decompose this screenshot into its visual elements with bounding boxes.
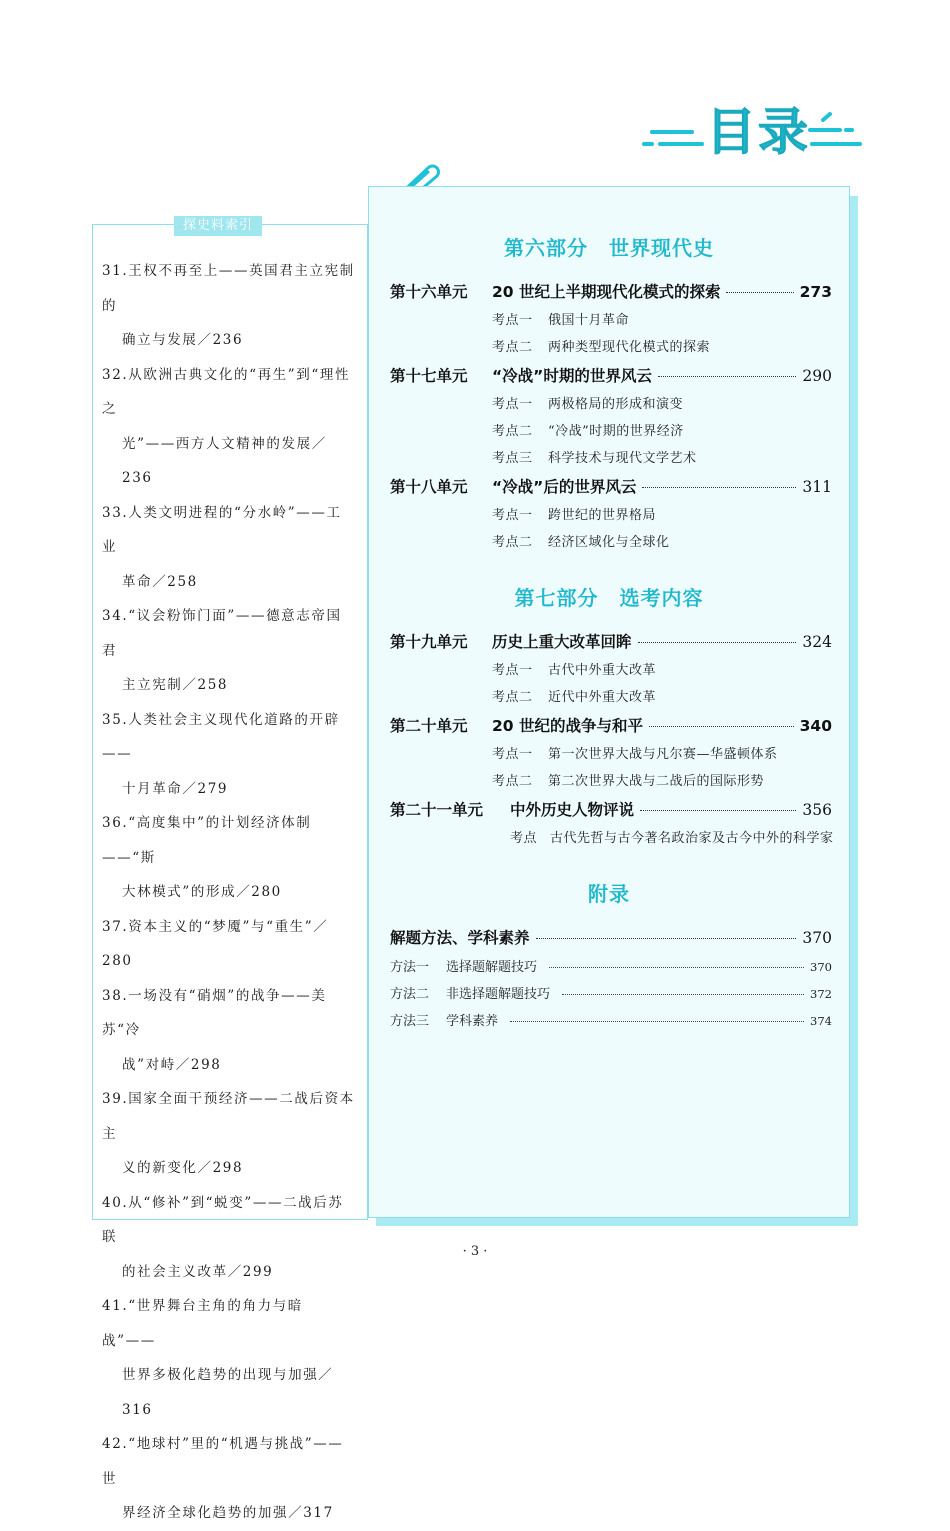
dot-leader	[658, 376, 797, 377]
topic-row: 考点一 第一次世界大战与凡尔赛—华盛顿体系	[492, 747, 778, 762]
list-item: 39.国家全面干预经济——二战后资本主 义的新变化／298	[102, 1091, 355, 1176]
page-number: · 3 ·	[462, 1244, 488, 1259]
topic-row: 考点二 经济区域化与全球化	[492, 535, 670, 550]
list-item: 42.“地球村”里的“机遇与挑战”——世 界经济全球化趋势的加强／317	[102, 1436, 344, 1521]
unit-21-row[interactable]: 第二十一单元 中外历史人物评说 356	[390, 801, 832, 819]
list-item: 35.人类社会主义现代化道路的开辟—— 十月革命／279	[102, 711, 340, 797]
topic-row: 考点二 第二次世界大战与二战后的国际形势	[492, 774, 765, 789]
part-six-heading: 第六部分 世界现代史	[504, 236, 714, 260]
unit-19-row[interactable]: 第十九单元 历史上重大改革回眸 324	[390, 633, 832, 651]
topic-row: 考点二 近代中外重大改革	[492, 690, 657, 705]
topic-row: 考点二 “冷战”时期的世界经济	[492, 424, 684, 439]
unit-18-row[interactable]: 第十八单元 “冷战”后的世界风云 311	[390, 478, 832, 496]
topic-row: 考点二 两种类型现代化模式的探索	[492, 340, 711, 355]
dot-leader	[640, 810, 796, 811]
method-row[interactable]: 方法一 选择题解题技巧 370	[390, 960, 832, 975]
dot-leader	[726, 292, 793, 293]
list-item: 36.“高度集中”的计划经济体制——“斯 大林模式”的形成／280	[102, 815, 312, 900]
list-item: 37.资本主义的“梦魇”与“重生”／280	[102, 918, 329, 969]
unit-20-row[interactable]: 第二十单元 20 世纪的战争与和平 340	[390, 717, 832, 735]
method-row[interactable]: 方法三 学科素养 374	[390, 1014, 832, 1029]
method-row[interactable]: 方法二 非选择题解题技巧 372	[390, 987, 832, 1002]
dot-leader	[642, 487, 796, 488]
topic-row: 考点一 古代中外重大改革	[492, 663, 657, 678]
dot-leader	[562, 994, 804, 995]
topic-row: 考点三 科学技术与现代文学艺术	[492, 451, 697, 466]
dot-leader	[549, 967, 804, 968]
list-item: 40.从“修补”到“蜕变”——二战后苏联 的社会主义改革／299	[102, 1194, 344, 1280]
list-item: 41.“世界舞台主角的角力与暗战”—— 世界多极化趋势的出现与加强／316	[102, 1298, 334, 1418]
unit-17-row[interactable]: 第十七单元 “冷战”时期的世界风云 290	[390, 367, 832, 385]
dot-leader	[510, 1021, 804, 1022]
appendix-heading: 附录	[588, 882, 630, 906]
topic-row: 考点一 俄国十月革命	[492, 313, 630, 328]
source-index-list	[102, 254, 356, 1531]
dot-leader	[649, 726, 794, 727]
topic-row: 考点一 两极格局的形成和演变	[492, 397, 684, 412]
topic-row: 考点 古代先哲与古今著名政治家及古今中外的科学家	[510, 831, 834, 846]
unit-16-row[interactable]: 第十六单元 20 世纪上半期现代化模式的探索 273	[390, 283, 832, 301]
list-item: 32.从欧洲古典文化的“再生”到“理性之 光”——西方人文精神的发展／236	[102, 366, 351, 486]
part-seven-heading: 第七部分 选考内容	[514, 586, 704, 610]
list-item: 33.人类文明进程的“分水岭”——工业 革命／258	[102, 504, 342, 590]
topic-row: 考点一 跨世纪的世界格局	[492, 508, 657, 523]
dot-leader	[536, 938, 797, 939]
dot-leader	[638, 642, 797, 643]
page-title: 目录	[706, 103, 810, 161]
list-item: 38.一场没有“硝烟”的战争——美苏“冷 战”对峙／298	[102, 987, 327, 1073]
source-index-tag: 探史料索引	[174, 216, 262, 236]
list-item: 31.王权不再至上——英国君主立宪制的 确立与发展／236	[102, 263, 355, 348]
appendix-main-row[interactable]: 解题方法、学科素养 370	[390, 929, 832, 947]
list-item: 34.“议会粉饰门面”——德意志帝国君 主立宪制／258	[102, 608, 342, 693]
